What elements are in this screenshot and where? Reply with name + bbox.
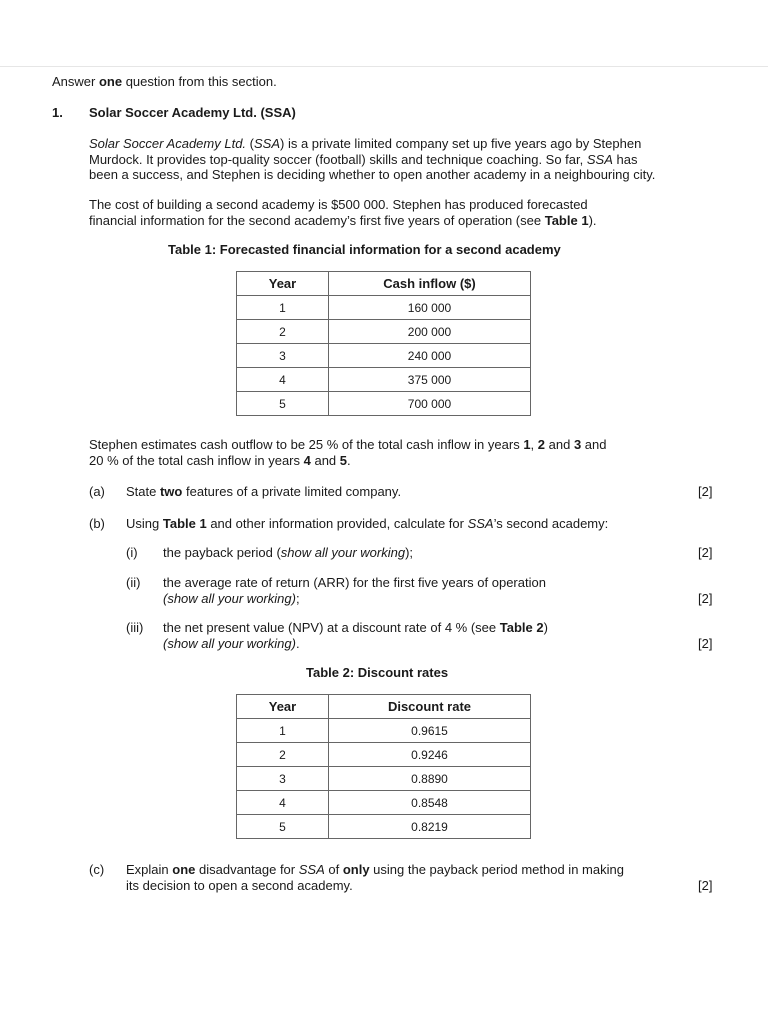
part-c-bold: one (172, 862, 196, 877)
table1-header-cash-inflow: Cash inflow ($) (329, 272, 531, 296)
outflow-text: and (581, 437, 607, 452)
cash-inflow-cell: 240 000 (329, 344, 531, 368)
part-b-text (126, 516, 608, 532)
cost-text: ). (588, 213, 597, 228)
part-b-pre: Using (126, 516, 163, 531)
table2-caption: Table 2: Discount rates (306, 665, 449, 680)
year-cell: 4 (237, 368, 329, 392)
discount-rate-cell: 0.8890 (329, 767, 531, 791)
outflow-text: Stephen estimates cash outflow to be 25 % of the total cash inflow in years (89, 437, 524, 452)
table-row (237, 392, 531, 416)
part-c-marks: [2] (698, 878, 713, 893)
year-cell: 1 (237, 719, 329, 743)
part-b-ii-line2 (163, 591, 300, 607)
part-b-iii-end: ) (543, 620, 548, 635)
part-a-marks: [2] (698, 484, 713, 499)
table-row (237, 344, 531, 368)
cash-inflow-cell: 160 000 (329, 296, 531, 320)
part-b-ii-end: ; (295, 591, 300, 606)
company-name-italic: Solar Soccer Academy Ltd. (89, 136, 247, 151)
table-row (237, 719, 531, 743)
section-instruction (52, 74, 277, 90)
part-b-iii-line2 (163, 636, 300, 652)
intro-line-1 (89, 136, 641, 152)
ssa-italic: SSA (586, 152, 613, 167)
part-b-mid: and other information provided, calculate for (206, 516, 468, 531)
question-number: 1. (52, 105, 63, 120)
instruction-bold: one (98, 74, 123, 89)
table-ref-bold: Table 1 (162, 516, 207, 531)
instruction-text-end: question from this section. (122, 74, 277, 89)
table-row (237, 743, 531, 767)
cost-line-1: The cost of building a second academy is $500 000. Stephen has produced forecasted (89, 197, 588, 212)
part-b-ii-label: (ii) (126, 575, 141, 590)
outflow-text: and (310, 453, 340, 468)
cost-text: financial information for the second academy’s first five years of operation (see (89, 213, 545, 228)
part-c-label: (c) (89, 862, 105, 877)
part-a-bold: two (159, 484, 183, 499)
part-c-bold: only (342, 862, 370, 877)
outflow-line-2 (89, 453, 351, 469)
table2 (236, 694, 531, 839)
year-cell: 5 (237, 815, 329, 839)
cost-line-2 (89, 213, 597, 229)
part-b-i-end: ); (405, 545, 414, 560)
intro-text: ) is a private limited company set up five years ago by Stephen (280, 136, 642, 151)
part-b-i-marks: [2] (698, 545, 713, 560)
part-b-iii-marks: [2] (698, 636, 713, 651)
ssa-italic: SSA (298, 862, 325, 877)
part-c-line2: its decision to open a second academy. (126, 878, 353, 893)
discount-rate-cell: 0.8548 (329, 791, 531, 815)
table-row (237, 791, 531, 815)
table-row (237, 320, 531, 344)
intro-text: ( (246, 136, 254, 151)
part-b-iii-label: (iii) (126, 620, 144, 635)
discount-rate-cell: 0.9615 (329, 719, 531, 743)
page-top-divider (0, 66, 768, 67)
intro-text: Murdock. It provides top-quality soccer (football) skills and technique coaching. So far, (89, 152, 587, 167)
year-cell: 2 (237, 743, 329, 767)
intro-line-3: been a success, and Stephen is deciding whether to open another academy in a neighbouring city. (89, 167, 656, 182)
part-b-ii-marks: [2] (698, 591, 713, 606)
intro-line-2 (89, 152, 637, 168)
part-a-text (126, 484, 401, 500)
part-a-pre: State (126, 484, 160, 499)
year-cell: 3 (237, 344, 329, 368)
part-b-iii-line1 (163, 620, 548, 636)
question-title: Solar Soccer Academy Ltd. (SSA) (89, 105, 296, 120)
part-b-iii-main: the net present value (NPV) at a discount rate of 4 % (see (163, 620, 500, 635)
part-b-i-text (163, 545, 413, 561)
ssa-italic: SSA (254, 136, 281, 151)
part-c-post: using the payback period method in making (369, 862, 624, 877)
year-cell: 2 (237, 320, 329, 344)
working-italic: (show all your working) (163, 591, 296, 606)
part-c-mid: of (324, 862, 343, 877)
part-b-post: ’s second academy: (493, 516, 609, 531)
year-bold: 4 (303, 453, 311, 468)
cash-inflow-cell: 700 000 (329, 392, 531, 416)
instruction-text: Answer (52, 74, 99, 89)
discount-rate-cell: 0.9246 (329, 743, 531, 767)
table-row (237, 296, 531, 320)
table-ref-bold: Table 1 (544, 213, 589, 228)
table1-caption: Table 1: Forecasted financial information for a second academy (168, 242, 561, 257)
table-row (237, 767, 531, 791)
table-ref-bold: Table 2 (499, 620, 544, 635)
year-cell: 1 (237, 296, 329, 320)
table1 (236, 271, 531, 416)
part-b-i-main: the payback period ( (163, 545, 281, 560)
part-c-mid: disadvantage for (195, 862, 299, 877)
part-c-pre: Explain (126, 862, 173, 877)
year-bold: 5 (339, 453, 348, 468)
table-row (237, 815, 531, 839)
table2-header-discount-rate: Discount rate (329, 695, 531, 719)
year-bold: 2 (537, 437, 546, 452)
year-cell: 5 (237, 392, 329, 416)
cash-inflow-cell: 375 000 (329, 368, 531, 392)
part-b-i-label: (i) (126, 545, 138, 560)
ssa-italic: SSA (467, 516, 494, 531)
year-bold: 1 (523, 437, 531, 452)
part-a-label: (a) (89, 484, 105, 499)
table1-header-row (237, 272, 531, 296)
cash-inflow-cell: 200 000 (329, 320, 531, 344)
outflow-text: and (545, 437, 574, 452)
discount-rate-cell: 0.8219 (329, 815, 531, 839)
outflow-line-1 (89, 437, 606, 453)
intro-text: has (612, 152, 638, 167)
table1-header-year: Year (237, 272, 329, 296)
table-row (237, 368, 531, 392)
outflow-text: , (530, 437, 538, 452)
part-b-iii-end: . (295, 636, 300, 651)
part-b-ii-line1: the average rate of return (ARR) for the first five years of operation (163, 575, 546, 590)
working-italic: show all your working (280, 545, 406, 560)
part-c-line1 (126, 862, 624, 878)
table2-header-year: Year (237, 695, 329, 719)
year-bold: 3 (573, 437, 582, 452)
part-a-post: features of a private limited company. (182, 484, 402, 499)
outflow-text: 20 % of the total cash inflow in years (89, 453, 304, 468)
year-cell: 3 (237, 767, 329, 791)
outflow-text: . (347, 453, 351, 468)
working-italic: (show all your working) (163, 636, 296, 651)
year-cell: 4 (237, 791, 329, 815)
part-b-label: (b) (89, 516, 105, 531)
table2-header-row (237, 695, 531, 719)
